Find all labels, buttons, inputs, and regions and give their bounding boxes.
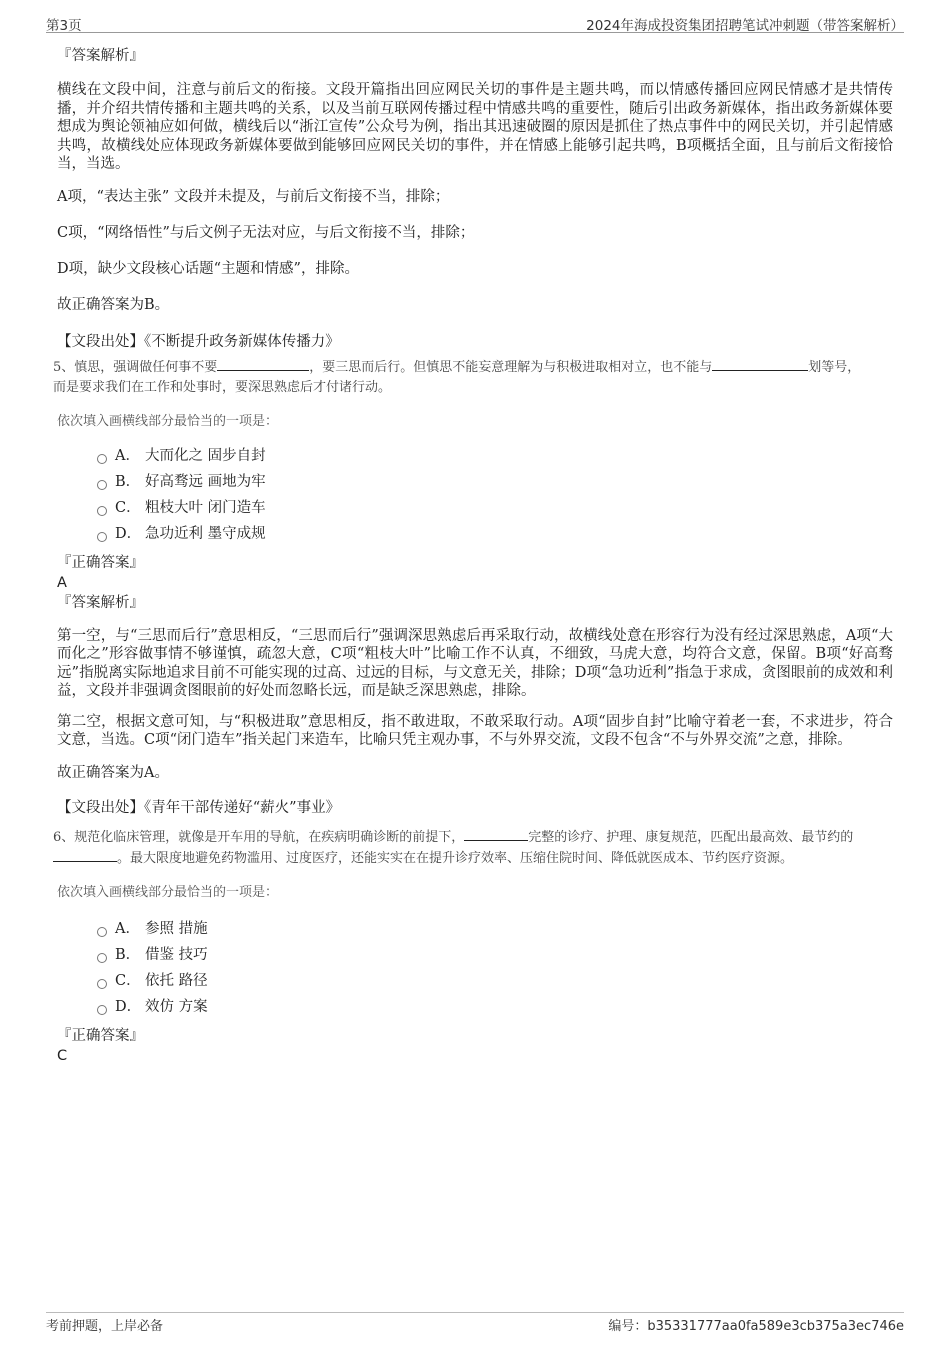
option-a[interactable]: A． 大而化之 固步自封 bbox=[97, 443, 893, 469]
fill-blank-1[interactable] bbox=[464, 827, 528, 841]
question-prompt: 依次填入画横线部分最恰当的一项是： bbox=[57, 884, 279, 900]
question-5-stem: 5、慎思，强调做任何事不要 ，要三思而后行。但慎思不能妄意理解为与积极进取相对立，也不能与 划等号， 而是要求我们在工作和处事时，要深思熟虑后才付诸行动。 bbox=[53, 357, 893, 398]
option-note-c: C项，“网络悟性”与后文例子无法对应，与后文衔接不当，排除； bbox=[57, 224, 475, 241]
question-6-stem: 6、规范化临床管理，就像是开车用的导航，在疾病明确诊断的前提下， 完整的诊疗、护理、康复规范，匹配出最高效、最节约的 。最大限度地避免药物滥用、过度医疗，还能实实在在提升诊疗效率、压缩住院时间、降低就医成本、节约医疗资源。 bbox=[53, 827, 893, 869]
page-header bbox=[46, 12, 904, 33]
footer-slogan: 考前押题，上岸必备 bbox=[46, 1319, 164, 1334]
correct-answer-label: 『正确答案』 bbox=[57, 1027, 144, 1044]
question-prompt: 依次填入画横线部分最恰当的一项是： bbox=[57, 413, 279, 429]
document-code: 编号：b35331777aa0fa589e3cb375a3ec746e bbox=[608, 1319, 904, 1334]
source-citation: 【文段出处】《青年干部传递好“薪火”事业》 bbox=[57, 799, 341, 816]
option-d[interactable]: D． 效仿 方案 bbox=[97, 994, 893, 1020]
radio-icon[interactable] bbox=[97, 532, 107, 542]
answer-analysis-paragraph: 横线在文段中间，注意与前后文的衔接。文段开篇指出回应网民关切的事件是主题共鸣，而以情感传播回应网民情感才是共情传播，并介绍共情传播和主题共鸣的关系，以及当前互联网传播过程中情感共鸣的重要性，随后引出政务新媒体，指出政务新媒体要想成为舆论领袖应如何做，横线后以“浙江宣传”公众号为例，指出其迅速破圈的原因是抓住了热点事件中的网民关切，并引起情感共鸣，故横线处应体现政务新媒体要做到能够回应网民关切的事件，并在情感上能够引起共鸣，B项概括全面，且与前后文衔接恰当，当选。 bbox=[57, 82, 893, 172]
radio-icon[interactable] bbox=[97, 979, 107, 989]
fill-blank-2[interactable] bbox=[53, 848, 117, 862]
conclusion: 故正确答案为A。 bbox=[57, 764, 169, 781]
correct-answer: A bbox=[57, 574, 67, 591]
option-a[interactable]: A． 参照 措施 bbox=[97, 916, 893, 942]
page-content bbox=[53, 46, 893, 1066]
question-5-options bbox=[97, 443, 893, 547]
page-footer bbox=[46, 1312, 904, 1337]
fill-blank-2[interactable] bbox=[712, 357, 808, 371]
analysis-paragraph-2: 第二空，根据文意可知，与“积极进取”意思相反，指不敢进取，不敢采取行动。A项“固步自封”比喻守着老一套，不求进步，符合文意，当选。C项“闭门造车”指关起门来造车，比喻只凭主观办事，不与外界交流，文段不包含“不与外界交流”之意，排除。 bbox=[57, 713, 893, 748]
answer-analysis-label: 『答案解析』 bbox=[57, 48, 144, 64]
conclusion: 故正确答案为B。 bbox=[57, 296, 170, 313]
correct-answer: C bbox=[57, 1047, 68, 1064]
radio-icon[interactable] bbox=[97, 953, 107, 963]
option-c[interactable]: C． 粗枝大叶 闭门造车 bbox=[97, 495, 893, 521]
radio-icon[interactable] bbox=[97, 927, 107, 937]
option-d[interactable]: D． 急功近利 墨守成规 bbox=[97, 521, 893, 547]
radio-icon[interactable] bbox=[97, 480, 107, 490]
page-number: 第3页 bbox=[46, 18, 82, 34]
document-title: 2024年海成投资集团招聘笔试冲刺题（带答案解析） bbox=[586, 18, 904, 34]
answer-analysis-label: 『答案解析』 bbox=[57, 594, 144, 611]
radio-icon[interactable] bbox=[97, 1005, 107, 1015]
correct-answer-label: 『正确答案』 bbox=[57, 554, 144, 571]
option-c[interactable]: C． 依托 路径 bbox=[97, 968, 893, 994]
radio-icon[interactable] bbox=[97, 506, 107, 516]
fill-blank-1[interactable] bbox=[217, 357, 309, 371]
radio-icon[interactable] bbox=[97, 454, 107, 464]
option-b[interactable]: B． 借鉴 技巧 bbox=[97, 942, 893, 968]
option-b[interactable]: B． 好高骛远 画地为牢 bbox=[97, 469, 893, 495]
analysis-paragraph-1: 第一空，与“三思而后行”意思相反，“三思而后行”强调深思熟虑后再采取行动，故横线处意在形容行为没有经过深思熟虑，A项“大而化之”形容做事情不够谨慎，疏忽大意，C项“粗枝大叶”比喻工作不认真，不细致，马虎大意，均符合文意，保留。B项“好高骛远”指脱离实际地追求目前不可能实现的过高、过远的目标，与文意无关，排除；D项“急功近利”指急于求成，贪图眼前的成效和利益，文段并非强调贪图眼前的好处而忽略长远，而是缺乏深思熟虑，排除。 bbox=[57, 627, 893, 699]
source-citation: 【文段出处】《不断提升政务新媒体传播力》 bbox=[57, 333, 340, 350]
option-note-a: A项，“表达主张” 文段并未提及，与前后文衔接不当，排除； bbox=[57, 188, 450, 205]
option-note-d: D项，缺少文段核心话题“主题和情感”，排除。 bbox=[57, 260, 359, 277]
question-6-options bbox=[97, 916, 893, 1020]
